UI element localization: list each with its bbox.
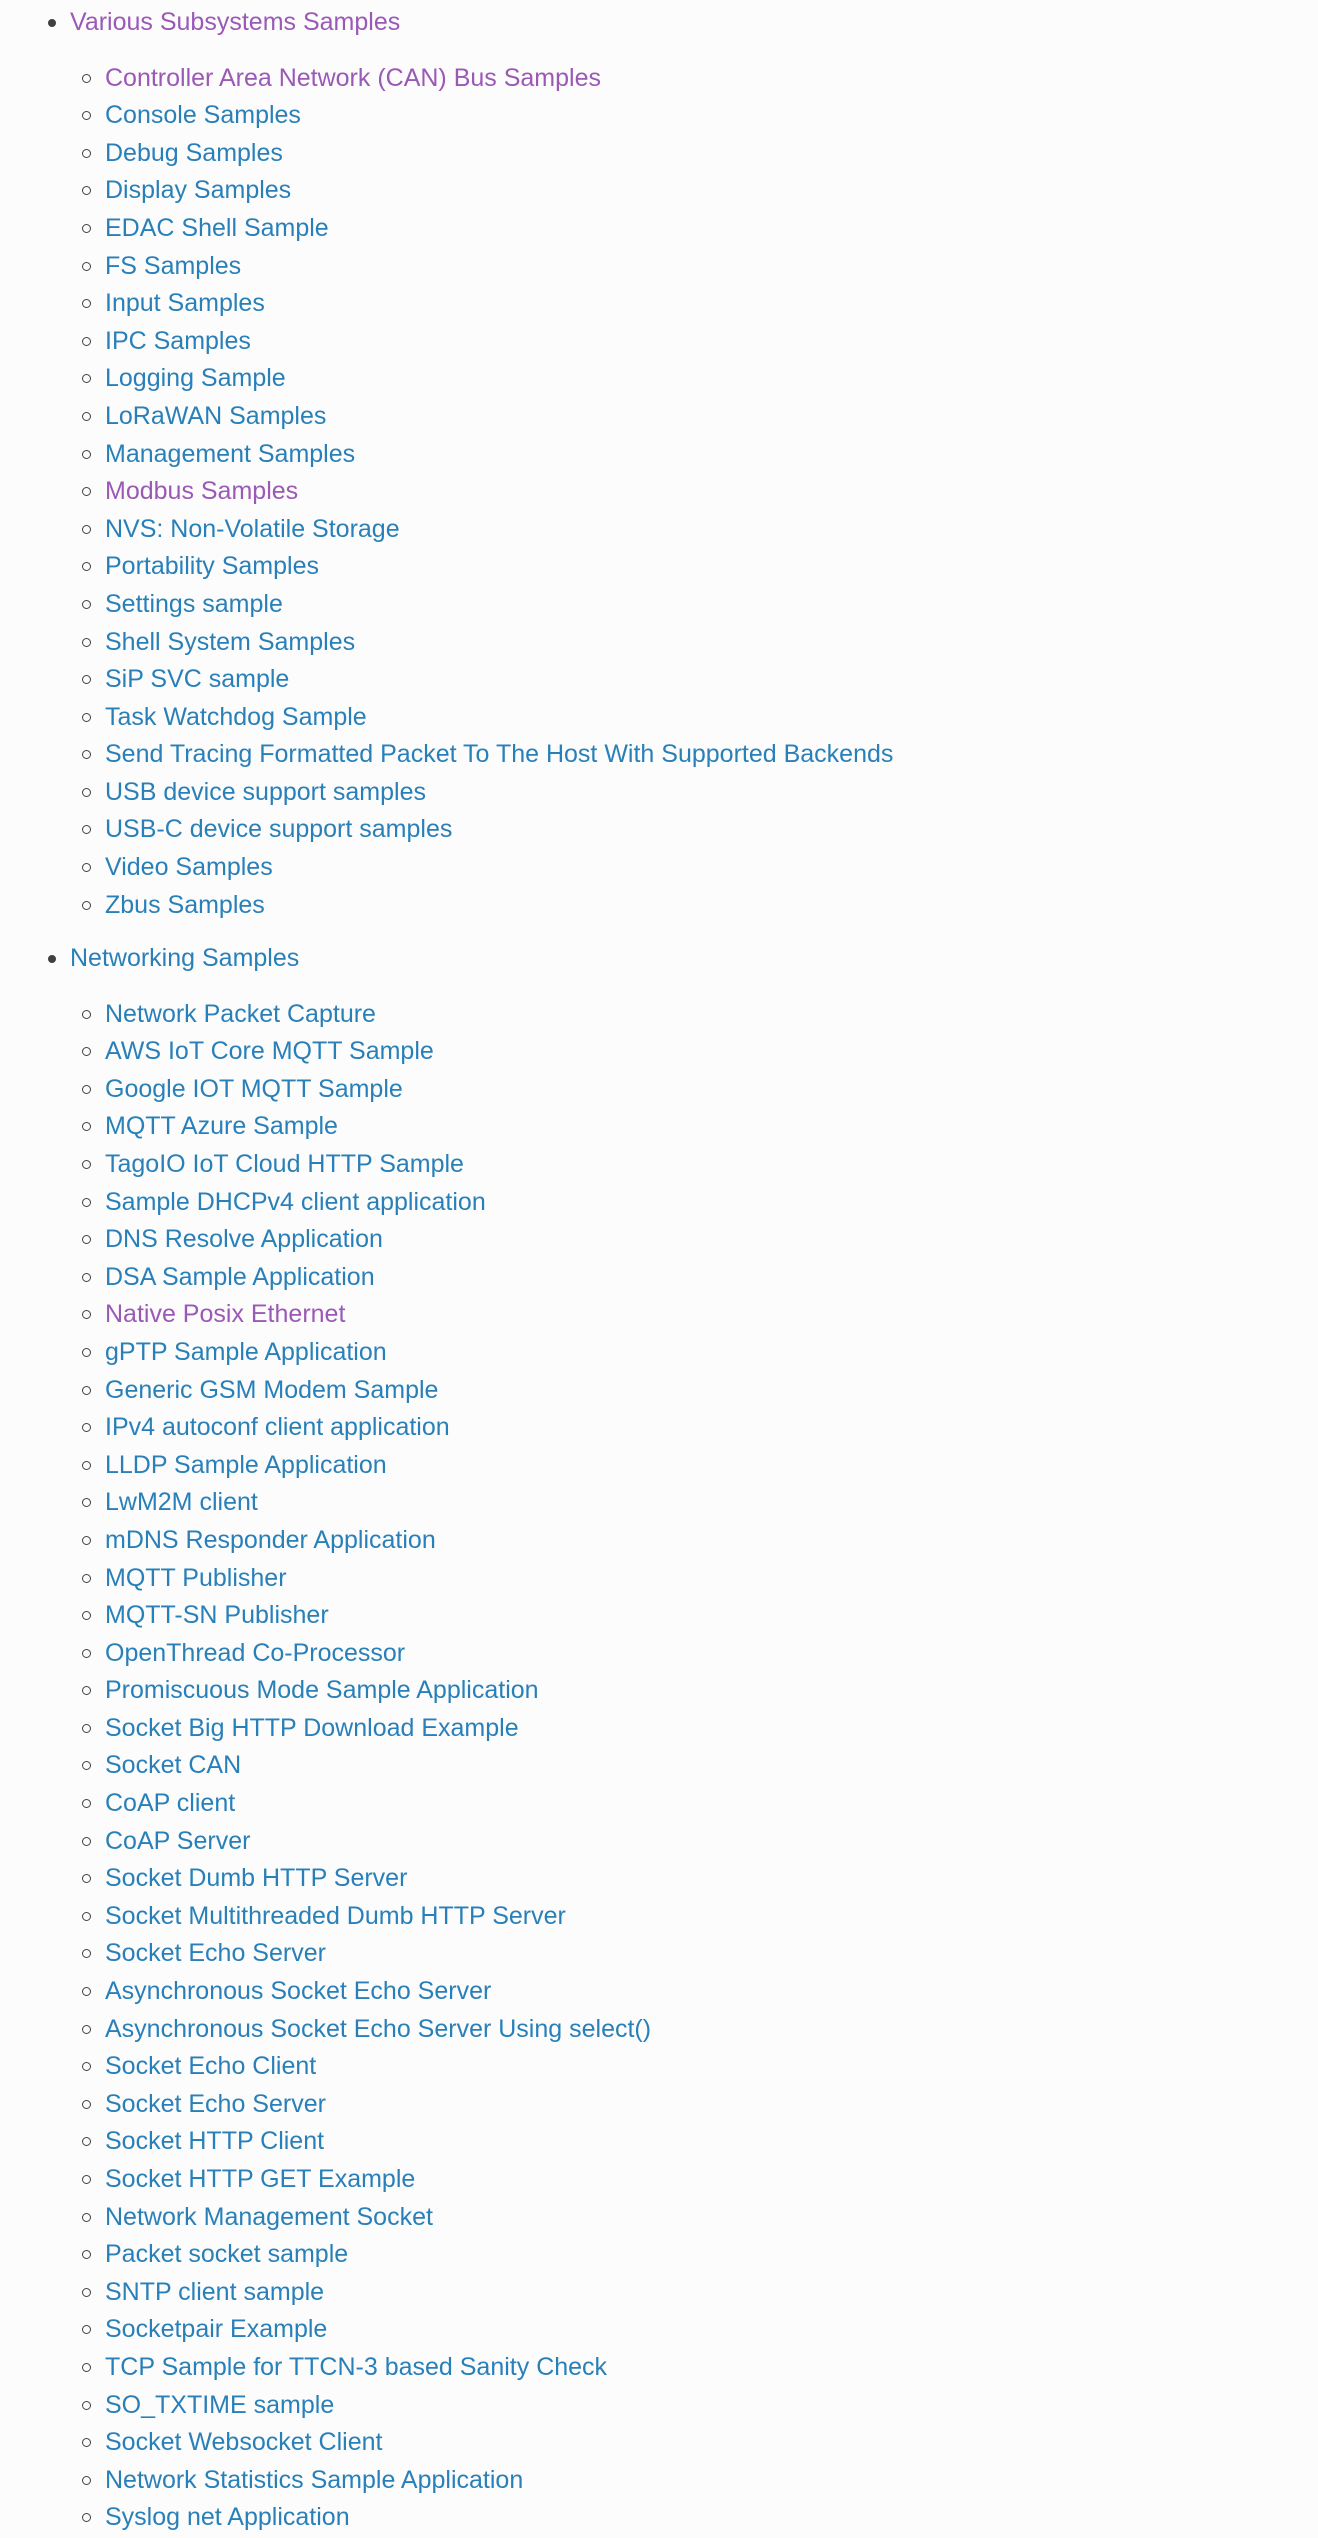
sample-link[interactable]: Generic GSM Modem Sample bbox=[105, 1375, 439, 1404]
sample-link[interactable]: SiP SVC sample bbox=[105, 665, 290, 694]
bullet-circle-icon bbox=[82, 1574, 91, 1583]
toc-section-networking bbox=[0, 940, 1318, 2537]
bullet-circle-icon bbox=[82, 1235, 91, 1244]
list-item bbox=[0, 736, 1318, 774]
list-item bbox=[0, 774, 1318, 812]
list-item bbox=[0, 1935, 1318, 1973]
bullet-circle-icon bbox=[82, 901, 91, 910]
list-item bbox=[0, 1823, 1318, 1861]
bullet-circle-icon bbox=[82, 2025, 91, 2034]
bullet-circle-icon bbox=[82, 1912, 91, 1921]
sample-link[interactable]: Packet socket sample bbox=[105, 2240, 349, 2269]
bullet-circle-icon bbox=[82, 224, 91, 233]
bullet-disc-icon bbox=[48, 19, 56, 27]
list-item bbox=[0, 1334, 1318, 1372]
sample-link[interactable]: DNS Resolve Application bbox=[105, 1225, 383, 1254]
bullet-circle-icon bbox=[82, 525, 91, 534]
bullet-circle-icon bbox=[82, 1949, 91, 1958]
bullet-circle-icon bbox=[82, 262, 91, 271]
bullet-circle-icon bbox=[82, 2476, 91, 2485]
bullet-circle-icon bbox=[82, 2325, 91, 2334]
list-item bbox=[0, 511, 1318, 549]
sample-link[interactable]: Display Samples bbox=[105, 176, 292, 205]
sample-link[interactable]: Google IOT MQTT Sample bbox=[105, 1074, 403, 1103]
sample-link[interactable]: LoRaWAN Samples bbox=[105, 401, 327, 430]
sample-link[interactable]: Debug Samples bbox=[105, 138, 283, 167]
bullet-circle-icon bbox=[82, 1498, 91, 1507]
sample-link[interactable]: IPv4 autoconf client application bbox=[105, 1413, 450, 1442]
sample-link[interactable]: Promiscuous Mode Sample Application bbox=[105, 1676, 539, 1705]
sample-link[interactable]: Socket HTTP Client bbox=[105, 2127, 325, 2156]
sample-link[interactable]: Socket Websocket Client bbox=[105, 2428, 383, 2457]
list-item bbox=[0, 699, 1318, 737]
list-item bbox=[0, 360, 1318, 398]
sample-link[interactable]: Console Samples bbox=[105, 101, 301, 130]
list-item bbox=[0, 398, 1318, 436]
bullet-circle-icon bbox=[82, 1310, 91, 1319]
list-item bbox=[0, 2236, 1318, 2274]
list-item bbox=[0, 548, 1318, 586]
list-item bbox=[0, 1372, 1318, 1410]
list-item bbox=[0, 210, 1318, 248]
sample-link[interactable]: EDAC Shell Sample bbox=[105, 213, 329, 242]
bullet-circle-icon bbox=[82, 374, 91, 383]
list-item bbox=[0, 323, 1318, 361]
bullet-circle-icon bbox=[82, 750, 91, 759]
bullet-circle-icon bbox=[82, 1837, 91, 1846]
sample-link[interactable]: Network Packet Capture bbox=[105, 999, 376, 1028]
bullet-circle-icon bbox=[82, 2401, 91, 2410]
sample-link[interactable]: TCP Sample for TTCN-3 based Sanity Check bbox=[105, 2352, 608, 2381]
sample-link[interactable]: Syslog net Application bbox=[105, 2503, 350, 2532]
sample-link[interactable]: Controller Area Network (CAN) Bus Samples bbox=[105, 63, 601, 92]
bullet-circle-icon bbox=[82, 1536, 91, 1545]
sample-link[interactable]: Asynchronous Socket Echo Server bbox=[105, 1977, 492, 2006]
list-item bbox=[0, 849, 1318, 887]
sample-link[interactable]: OpenThread Co-Processor bbox=[105, 1638, 406, 1667]
bullet-circle-icon bbox=[82, 1010, 91, 1019]
bullet-circle-icon bbox=[82, 1085, 91, 1094]
list-item bbox=[0, 1447, 1318, 1485]
list-item bbox=[0, 1108, 1318, 1146]
sample-link[interactable]: Send Tracing Formatted Packet To The Host With Supported Backends bbox=[105, 740, 894, 769]
sample-link[interactable]: SNTP client sample bbox=[105, 2277, 325, 2306]
sample-link[interactable]: Socket HTTP GET Example bbox=[105, 2165, 416, 2193]
bullet-circle-icon bbox=[82, 825, 91, 834]
bullet-circle-icon bbox=[82, 186, 91, 195]
bullet-circle-icon bbox=[82, 1686, 91, 1695]
bullet-circle-icon bbox=[82, 74, 91, 83]
list-item bbox=[0, 996, 1318, 1034]
sample-link[interactable]: mDNS Responder Application bbox=[105, 1525, 436, 1554]
list-item bbox=[0, 1898, 1318, 1936]
list-item bbox=[0, 2311, 1318, 2349]
sample-link[interactable]: Socket CAN bbox=[105, 1751, 242, 1780]
list-item bbox=[0, 1635, 1318, 1673]
list-item bbox=[0, 2499, 1318, 2537]
bullet-circle-icon bbox=[82, 1273, 91, 1282]
bullet-circle-icon bbox=[82, 2438, 91, 2447]
bullet-circle-icon bbox=[82, 1761, 91, 1770]
bullet-circle-icon bbox=[82, 2213, 91, 2222]
sample-link[interactable]: Sample DHCPv4 client application bbox=[105, 1187, 486, 1216]
bullet-circle-icon bbox=[82, 149, 91, 158]
bullet-circle-icon bbox=[82, 337, 91, 346]
bullet-circle-icon bbox=[82, 1987, 91, 1996]
sample-link[interactable]: Management Samples bbox=[105, 439, 356, 468]
bullet-circle-icon bbox=[82, 2062, 91, 2071]
sample-link[interactable]: LLDP Sample Application bbox=[105, 1450, 387, 1479]
sample-link[interactable]: Video Samples bbox=[105, 853, 273, 882]
list-item bbox=[0, 811, 1318, 849]
bullet-circle-icon bbox=[82, 2137, 91, 2146]
bullet-circle-icon bbox=[82, 1874, 91, 1883]
sample-link[interactable]: USB-C device support samples bbox=[105, 815, 453, 844]
list-item bbox=[0, 1259, 1318, 1297]
list-item bbox=[0, 248, 1318, 286]
list-item bbox=[0, 624, 1318, 662]
sample-link[interactable]: Shell System Samples bbox=[105, 627, 356, 656]
list-item bbox=[0, 1860, 1318, 1898]
list-item bbox=[0, 586, 1318, 624]
list-item bbox=[0, 1071, 1318, 1109]
sample-link[interactable]: Socket Echo Server bbox=[105, 1939, 326, 1968]
sample-link[interactable]: TagoIO IoT Cloud HTTP Sample bbox=[105, 1149, 464, 1178]
list-item bbox=[0, 2462, 1318, 2500]
list-item bbox=[0, 60, 1318, 98]
sample-link[interactable]: Portability Samples bbox=[105, 552, 319, 581]
bullet-circle-icon bbox=[82, 1611, 91, 1620]
bullet-circle-icon bbox=[82, 863, 91, 872]
bullet-circle-icon bbox=[82, 1386, 91, 1395]
toc-section-various-subsystems bbox=[0, 4, 1318, 924]
bullet-circle-icon bbox=[82, 713, 91, 722]
bullet-circle-icon bbox=[82, 111, 91, 120]
list-item bbox=[0, 1409, 1318, 1447]
toc-section-heading bbox=[0, 4, 1318, 42]
list-item bbox=[0, 1184, 1318, 1222]
list-item bbox=[0, 2387, 1318, 2425]
bullet-circle-icon bbox=[82, 2100, 91, 2109]
sample-link[interactable]: CoAP client bbox=[105, 1789, 236, 1818]
list-item bbox=[0, 1747, 1318, 1785]
list-item bbox=[0, 1560, 1318, 1598]
sample-link[interactable]: MQTT Publisher bbox=[105, 1563, 287, 1592]
list-item bbox=[0, 2086, 1318, 2124]
subsection-list bbox=[0, 60, 1318, 925]
bullet-circle-icon bbox=[82, 2175, 91, 2184]
bullet-circle-icon bbox=[82, 1160, 91, 1169]
bullet-circle-icon bbox=[82, 412, 91, 421]
list-item bbox=[0, 285, 1318, 323]
list-item bbox=[0, 1785, 1318, 1823]
sample-link[interactable]: DSA Sample Application bbox=[105, 1262, 375, 1291]
sample-link[interactable]: MQTT-SN Publisher bbox=[105, 1601, 329, 1630]
list-item bbox=[0, 2424, 1318, 2462]
sample-link[interactable]: Zbus Samples bbox=[105, 890, 265, 919]
list-item bbox=[0, 661, 1318, 699]
list-item bbox=[0, 1296, 1318, 1334]
sample-link[interactable]: AWS IoT Core MQTT Sample bbox=[105, 1037, 434, 1066]
bullet-circle-icon bbox=[82, 638, 91, 647]
list-item bbox=[0, 2274, 1318, 2312]
sample-link[interactable]: Socket Dumb HTTP Server bbox=[105, 1864, 408, 1893]
bullet-circle-icon bbox=[82, 600, 91, 609]
sample-link[interactable]: LwM2M client bbox=[105, 1488, 258, 1517]
bullet-circle-icon bbox=[82, 1461, 91, 1470]
list-item bbox=[0, 172, 1318, 210]
list-item bbox=[0, 135, 1318, 173]
bullet-circle-icon bbox=[82, 562, 91, 571]
list-item bbox=[0, 1597, 1318, 1635]
sample-link[interactable]: Native Posix Ethernet bbox=[105, 1300, 346, 1329]
bullet-circle-icon bbox=[82, 299, 91, 308]
sample-link[interactable]: NVS: Non-Volatile Storage bbox=[105, 514, 400, 543]
list-item bbox=[0, 887, 1318, 925]
sample-link[interactable]: Socket Multithreaded Dumb HTTP Server bbox=[105, 1901, 566, 1930]
list-item bbox=[0, 1710, 1318, 1748]
sample-link[interactable]: Asynchronous Socket Echo Server Using select() bbox=[105, 2014, 652, 2043]
list-item bbox=[0, 2349, 1318, 2387]
sample-link[interactable]: gPTP Sample Application bbox=[105, 1337, 387, 1366]
list-item bbox=[0, 1672, 1318, 1710]
sample-link[interactable]: CoAP Server bbox=[105, 1826, 251, 1855]
sample-link[interactable]: USB device support samples bbox=[105, 777, 426, 806]
sample-link[interactable]: Input Samples bbox=[105, 289, 265, 318]
bullet-circle-icon bbox=[82, 2513, 91, 2522]
sample-link[interactable]: MQTT Azure Sample bbox=[105, 1112, 338, 1141]
list-item bbox=[0, 1033, 1318, 1071]
bullet-circle-icon bbox=[82, 2250, 91, 2259]
bullet-circle-icon bbox=[82, 1423, 91, 1432]
list-item bbox=[0, 1522, 1318, 1560]
bullet-circle-icon bbox=[82, 2363, 91, 2372]
bullet-circle-icon bbox=[82, 1724, 91, 1733]
bullet-circle-icon bbox=[82, 788, 91, 797]
section-link-various-subsystems[interactable]: Various Subsystems Samples bbox=[70, 8, 401, 36]
toc-section-heading bbox=[0, 940, 1318, 978]
list-item bbox=[0, 2199, 1318, 2237]
bullet-circle-icon bbox=[82, 450, 91, 459]
bullet-circle-icon bbox=[82, 1198, 91, 1207]
bullet-circle-icon bbox=[82, 1649, 91, 1658]
list-item bbox=[0, 2048, 1318, 2086]
sample-link[interactable]: Logging Sample bbox=[105, 364, 286, 393]
bullet-circle-icon bbox=[82, 2288, 91, 2297]
list-item bbox=[0, 1484, 1318, 1522]
bullet-circle-icon bbox=[82, 1047, 91, 1056]
sample-link[interactable]: FS Samples bbox=[105, 251, 242, 280]
bullet-disc-icon bbox=[48, 955, 56, 963]
bullet-circle-icon bbox=[82, 1799, 91, 1808]
list-item bbox=[0, 2011, 1318, 2049]
list-item bbox=[0, 1221, 1318, 1259]
sample-link[interactable]: Network Statistics Sample Application bbox=[105, 2465, 524, 2494]
sample-link[interactable]: Socket Big HTTP Download Example bbox=[105, 1713, 519, 1742]
sample-link[interactable]: Socket Echo Server bbox=[105, 2089, 326, 2118]
sample-link[interactable]: IPC Samples bbox=[105, 326, 251, 355]
section-link-networking[interactable]: Networking Samples bbox=[70, 944, 300, 972]
subsection-list bbox=[0, 996, 1318, 2537]
list-item bbox=[0, 473, 1318, 511]
list-item bbox=[0, 436, 1318, 474]
list-item bbox=[0, 1973, 1318, 2011]
bullet-circle-icon bbox=[82, 487, 91, 496]
list-item bbox=[0, 1146, 1318, 1184]
sample-link[interactable]: SO_TXTIME sample bbox=[105, 2390, 335, 2419]
sample-link[interactable]: Network Management Socket bbox=[105, 2202, 433, 2231]
sample-link[interactable]: Task Watchdog Sample bbox=[105, 702, 367, 731]
bullet-circle-icon bbox=[82, 1348, 91, 1357]
list-item bbox=[0, 2123, 1318, 2161]
bullet-circle-icon bbox=[82, 675, 91, 684]
bullet-circle-icon bbox=[82, 1122, 91, 1131]
sample-link[interactable]: Socket Echo Client bbox=[105, 2052, 317, 2081]
sample-link[interactable]: Settings sample bbox=[105, 589, 283, 618]
sample-link[interactable]: Modbus Samples bbox=[105, 477, 299, 506]
list-item bbox=[0, 97, 1318, 135]
list-item bbox=[0, 2161, 1318, 2199]
sample-link[interactable]: Socketpair Example bbox=[105, 2315, 328, 2344]
